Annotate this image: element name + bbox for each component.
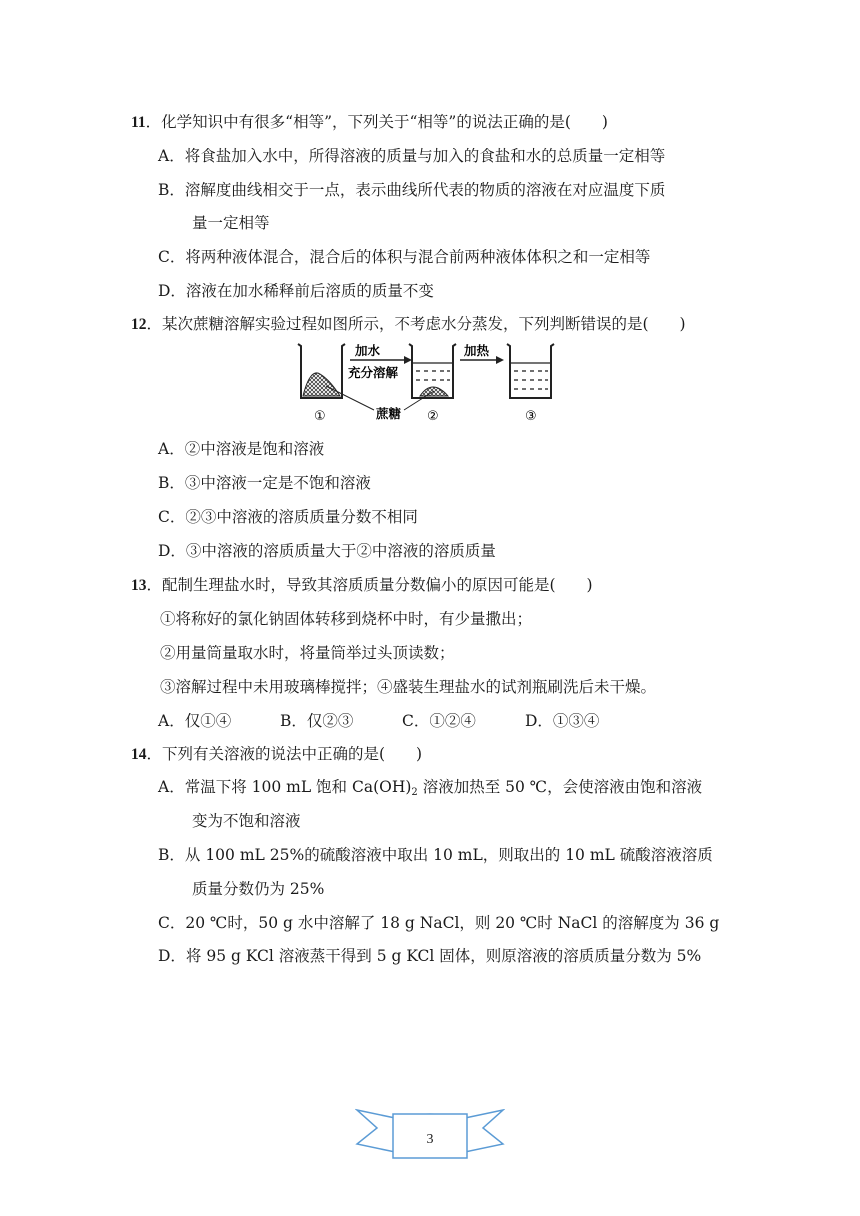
- q13-option-c: C．①②④: [402, 712, 476, 730]
- beaker-1-label: ①: [314, 409, 326, 424]
- q14-option-a-line1: [158, 777, 702, 797]
- q14-option-c: C．20 ℃时，50 g 水中溶解了 18 g NaCl，则 20 ℃时 NaCl 的溶解度为 36 g: [158, 914, 720, 932]
- beaker-2: [409, 344, 456, 398]
- q11-option-c: C．将两种液体混合，混合后的体积与混合前两种液体体积之和一定相等: [158, 248, 651, 266]
- q13-stem: [131, 575, 593, 596]
- label-fully-dissolve: 充分溶解: [348, 365, 399, 380]
- sugar-dissolving-diagram: [292, 338, 562, 430]
- q11-stem: [131, 112, 608, 133]
- q13-options: [158, 711, 599, 731]
- q13-stem-text: ．配制生理盐水时，导致其溶质质量分数偏小的原因可能是( ): [146, 576, 593, 594]
- q11-number: 11: [131, 114, 146, 131]
- q11-option-b-line1: B．溶解度曲线相交于一点，表示曲线所代表的物质的溶液在对应温度下质: [158, 181, 666, 199]
- page-number: 3: [426, 1132, 434, 1147]
- q12-number: 12: [131, 316, 147, 333]
- q12-option-b: B．③中溶液一定是不饱和溶液: [158, 474, 371, 492]
- q11-stem-text: ．化学知识中有很多“相等”，下列关于“相等”的说法正确的是( ): [145, 113, 608, 131]
- q14-stem-text: ．下列有关溶液的说法中正确的是( ): [146, 745, 423, 763]
- q13-option-a: A．仅①④: [158, 712, 232, 730]
- q12-stem-text: ．某次蔗糖溶解实验过程如图所示，不考虑水分蒸发，下列判断错误的是( ): [146, 315, 686, 333]
- q12-option-d: D．③中溶液的溶质质量大于②中溶液的溶质质量: [158, 542, 496, 560]
- q14-stem: [131, 744, 422, 765]
- label-sugar: 蔗糖: [376, 406, 402, 421]
- q13-item-3-4: ③溶解过程中未用玻璃棒搅拌；④盛装生理盐水的试剂瓶刷洗后未干燥。: [160, 678, 657, 696]
- sugar-pile-1: [303, 373, 340, 396]
- arrow-add-water: [348, 343, 412, 380]
- q14-option-b-line2: 质量分数仍为 25%: [192, 880, 325, 898]
- page-number-ribbon: [355, 1100, 505, 1164]
- q14-option-d: D．将 95 g KCl 溶液蒸干得到 5 g KCl 固体，则原溶液的溶质质量分数为 5%: [158, 947, 702, 965]
- q11-option-d: D．溶液在加水稀释前后溶质的质量不变: [158, 282, 434, 300]
- q13-item-1: ①将称好的氯化钠固体转移到烧杯中时，有少量撒出；: [160, 610, 533, 628]
- q14-option-b-line1: B．从 100 mL 25%的硫酸溶液中取出 10 mL，则取出的 10 mL 硫酸溶液溶质: [158, 846, 713, 864]
- beaker-2-label: ②: [427, 409, 439, 424]
- q13-item-2: ②用量筒量取水时，将量筒举过头顶读数；: [160, 644, 455, 662]
- label-heat: 加热: [464, 343, 490, 358]
- q11-option-b-line2: 量一定相等: [192, 214, 270, 232]
- q12-option-a: A．②中溶液是饱和溶液: [158, 440, 325, 458]
- arrow-heat: [460, 343, 504, 364]
- q12-option-c: C．②③中溶液的溶质质量分数不相同: [158, 508, 418, 526]
- q13-option-b: B．仅②③: [280, 712, 354, 730]
- beaker-3: [507, 344, 554, 398]
- beaker-1: [298, 344, 345, 398]
- q14-option-a-post: 溶液加热至 50 ℃，会使溶液由饱和溶液: [417, 778, 703, 796]
- q13-option-d: D．①③④: [525, 712, 600, 730]
- q13-number: 13: [131, 577, 147, 594]
- q14-option-a-line2: 变为不饱和溶液: [192, 812, 301, 830]
- ribbon-right-tail: [465, 1110, 503, 1152]
- q14-option-a-subscript: 2: [411, 787, 418, 798]
- q11-option-a: A．将食盐加入水中，所得溶液的质量与加入的食盐和水的总质量一定相等: [158, 147, 666, 165]
- q12-stem: [131, 314, 686, 335]
- beaker-3-label: ③: [525, 409, 537, 424]
- ribbon-left-tail: [357, 1110, 395, 1152]
- q14-option-a-pre: A．常温下将 100 mL 饱和 Ca(OH): [158, 778, 412, 796]
- label-add-water: 加水: [355, 343, 381, 358]
- q14-number: 14: [131, 746, 147, 763]
